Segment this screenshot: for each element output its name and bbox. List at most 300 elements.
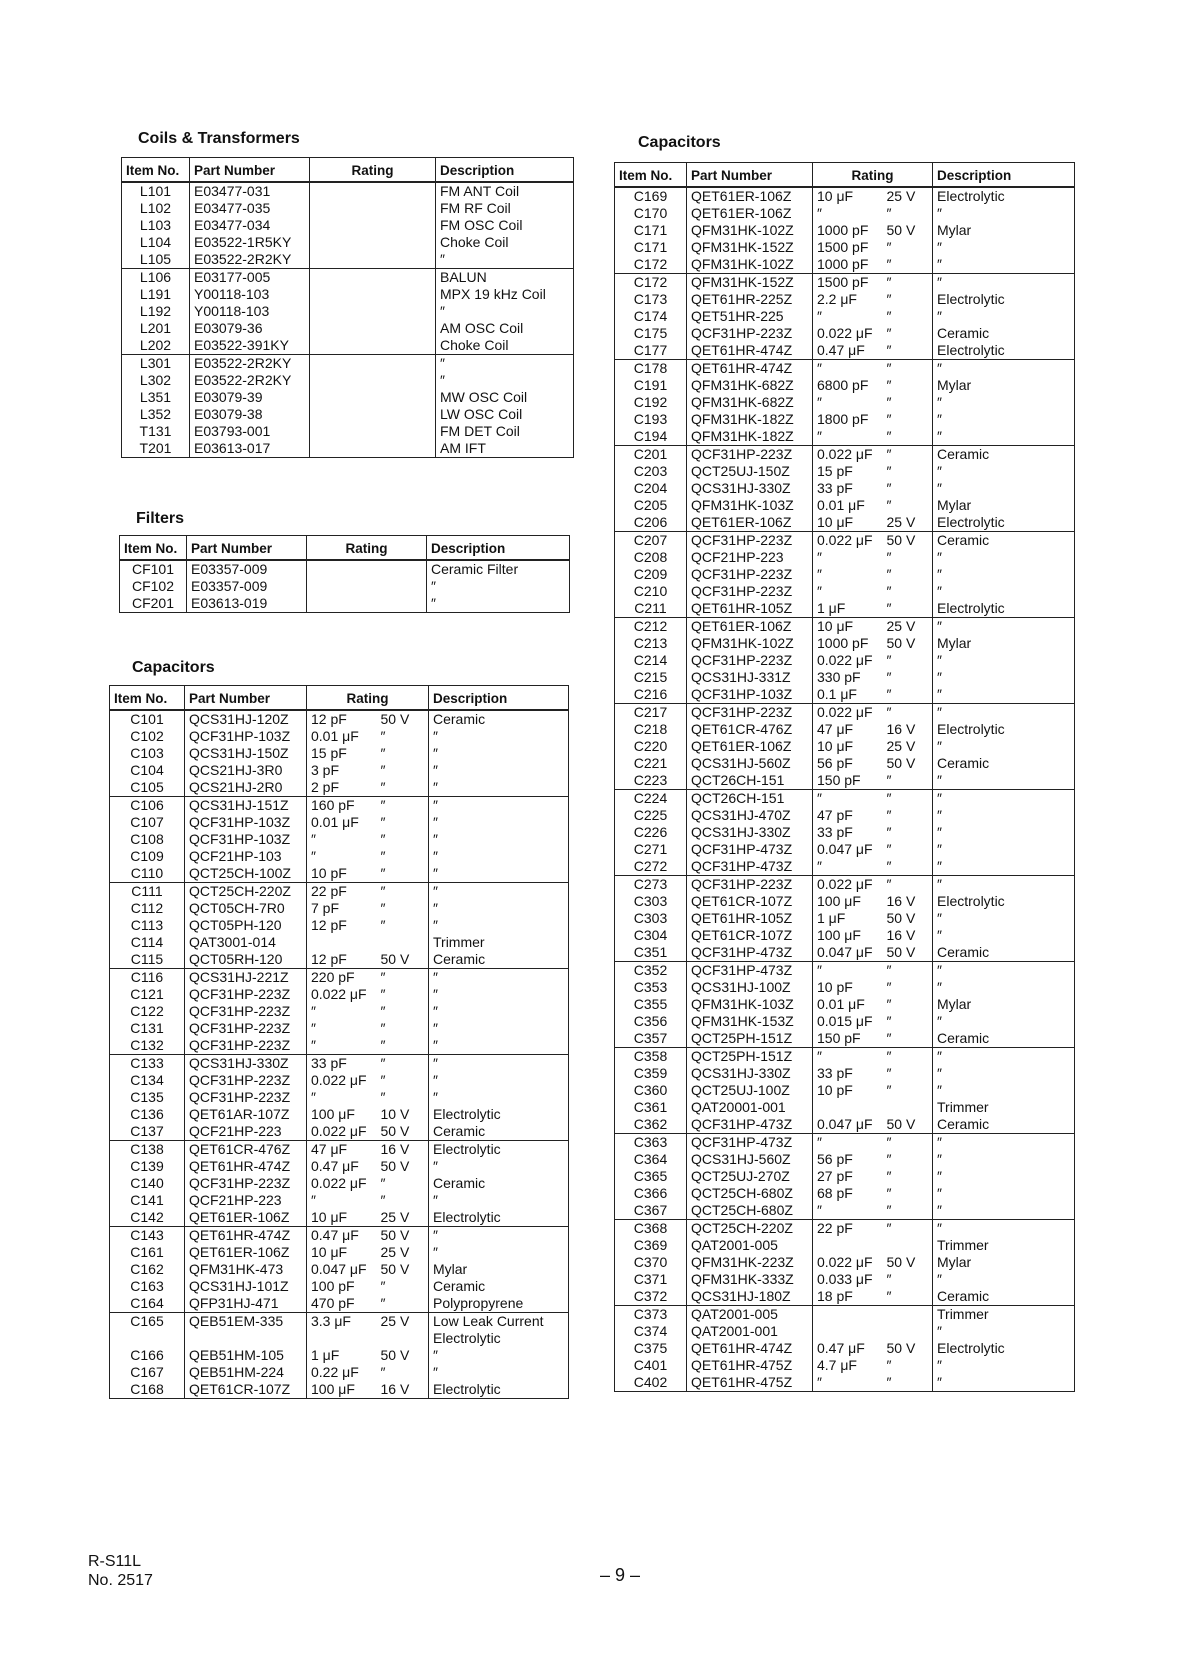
description: ″ <box>429 831 569 848</box>
rating-voltage: ″ <box>377 1175 429 1192</box>
part-number: QCF31HP-223Z <box>185 1089 307 1106</box>
description: ″ <box>429 1055 569 1073</box>
description: Ceramic <box>933 755 1075 772</box>
rating-value <box>310 234 386 251</box>
rating-voltage <box>386 269 436 287</box>
part-number: QET61CR-107Z <box>687 927 813 944</box>
description: ″ <box>429 728 569 745</box>
rating-value: 68 pF <box>813 1185 883 1202</box>
item-no: C191 <box>615 377 687 394</box>
description: ″ <box>933 583 1075 600</box>
rating-value: 10 pF <box>813 1082 883 1099</box>
capacitors-right-table <box>614 162 1075 1392</box>
rating-value <box>813 1237 883 1254</box>
rating-value <box>307 560 379 578</box>
rating-value: 0.022 μF <box>813 532 883 550</box>
item-no: C356 <box>615 1013 687 1030</box>
table-row <box>615 704 1075 722</box>
table-row <box>110 797 569 815</box>
rating-voltage: ″ <box>883 1030 933 1048</box>
table-row <box>110 728 569 745</box>
rating-voltage <box>883 1237 933 1254</box>
rating-value <box>310 217 386 234</box>
table-row <box>615 944 1075 962</box>
rating-value: ″ <box>813 394 883 411</box>
table-row <box>122 372 574 389</box>
item-no: C167 <box>110 1364 185 1381</box>
page-number: – 9 – <box>600 1565 641 1585</box>
description: ″ <box>429 1227 569 1245</box>
header-part: Part Number <box>185 686 307 711</box>
rating-voltage: 50 V <box>377 1261 429 1278</box>
table-row <box>615 1048 1075 1066</box>
table-row <box>120 595 570 613</box>
rating-voltage: ″ <box>883 274 933 292</box>
description: ″ <box>933 1134 1075 1152</box>
part-number: QET61HR-105Z <box>687 600 813 618</box>
part-number: E03177-005 <box>190 269 310 287</box>
rating-voltage: ″ <box>377 969 429 987</box>
rating-value: ″ <box>307 831 377 848</box>
item-no: C366 <box>615 1185 687 1202</box>
table-row <box>615 446 1075 464</box>
rating-value: 0.022 μF <box>307 1175 377 1192</box>
table-row <box>120 578 570 595</box>
description: ″ <box>933 979 1075 996</box>
header-desc: Description <box>427 536 570 561</box>
rating-voltage: ″ <box>377 917 429 934</box>
part-number: QCT26CH-151 <box>687 772 813 790</box>
description: ″ <box>429 1089 569 1106</box>
rating-value: 1 μF <box>307 1347 377 1364</box>
item-no: C174 <box>615 308 687 325</box>
item-no: C304 <box>615 927 687 944</box>
part-number: QAT2001-005 <box>687 1306 813 1324</box>
rating-value: 10 μF <box>813 187 883 205</box>
table-row <box>615 618 1075 636</box>
description: FM DET Coil <box>436 423 574 440</box>
description: Electrolytic <box>933 600 1075 618</box>
description: ″ <box>933 962 1075 980</box>
table-row <box>110 917 569 934</box>
description: ″ <box>933 807 1075 824</box>
table-row <box>615 342 1075 360</box>
item-no: C138 <box>110 1141 185 1159</box>
table-row <box>122 286 574 303</box>
item-no: C217 <box>615 704 687 722</box>
item-no: C373 <box>615 1306 687 1324</box>
part-number: E03522-2R2KY <box>190 251 310 269</box>
part-number: QET61HR-474Z <box>185 1158 307 1175</box>
rating-value <box>310 440 386 458</box>
table-row <box>615 1288 1075 1306</box>
table-row <box>110 1020 569 1037</box>
part-number: E03477-035 <box>190 200 310 217</box>
rating-voltage: ″ <box>377 745 429 762</box>
part-number: QCT25PH-151Z <box>687 1048 813 1066</box>
description: ″ <box>933 394 1075 411</box>
description: ″ <box>933 566 1075 583</box>
item-no: C205 <box>615 497 687 514</box>
rating-value: 1500 pF <box>813 239 883 256</box>
description: ″ <box>933 463 1075 480</box>
part-number: QCT25CH-100Z <box>185 865 307 883</box>
item-no: CF101 <box>120 560 187 578</box>
rating-voltage: ″ <box>883 1013 933 1030</box>
rating-value <box>307 578 379 595</box>
part-number: E03357-009 <box>187 578 307 595</box>
header-part: Part Number <box>190 158 310 183</box>
rating-value: 12 pF <box>307 917 377 934</box>
part-number: QCS31HJ-331Z <box>687 669 813 686</box>
rating-voltage: 50 V <box>377 1123 429 1141</box>
description: ″ <box>436 372 574 389</box>
table-row <box>110 1003 569 1020</box>
part-number: QET61HR-474Z <box>185 1227 307 1245</box>
description: ″ <box>429 917 569 934</box>
item-no: C172 <box>615 274 687 292</box>
rating-value <box>310 286 386 303</box>
rating-voltage: ″ <box>883 463 933 480</box>
item-no: L103 <box>122 217 190 234</box>
description: ″ <box>933 824 1075 841</box>
item-no: C102 <box>110 728 185 745</box>
item-no: C215 <box>615 669 687 686</box>
rating-voltage: 25 V <box>377 1244 429 1261</box>
table-row <box>122 303 574 320</box>
rating-voltage: 50 V <box>883 755 933 772</box>
description: Ceramic <box>933 1030 1075 1048</box>
rating-voltage: ″ <box>883 377 933 394</box>
description: ″ <box>429 969 569 987</box>
table-row <box>615 497 1075 514</box>
part-number: QET61ER-106Z <box>185 1244 307 1261</box>
item-no: C134 <box>110 1072 185 1089</box>
item-no: C273 <box>615 876 687 894</box>
part-number: QCF31HP-223Z <box>185 1037 307 1055</box>
rating-value: 10 μF <box>813 738 883 755</box>
rating-voltage: ″ <box>883 325 933 342</box>
table-row <box>615 1306 1075 1324</box>
rating-voltage <box>379 595 427 613</box>
table-row <box>615 1013 1075 1030</box>
description: ″ <box>933 274 1075 292</box>
description: ″ <box>429 1020 569 1037</box>
rating-value: 15 pF <box>307 745 377 762</box>
item-no: C206 <box>615 514 687 532</box>
part-number: Y00118-103 <box>190 286 310 303</box>
table-row <box>110 1055 569 1073</box>
part-number: QCT25CH-680Z <box>687 1185 813 1202</box>
part-number: QEB51EM-335 <box>185 1313 307 1348</box>
table-row <box>110 1175 569 1192</box>
table-row <box>122 251 574 269</box>
rating-value: 3 pF <box>307 762 377 779</box>
description: Low Leak Current Electrolytic <box>429 1313 569 1348</box>
rating-value <box>310 320 386 337</box>
part-number: QCS31HJ-330Z <box>185 1055 307 1073</box>
rating-value: ″ <box>307 1037 377 1055</box>
description: ″ <box>933 239 1075 256</box>
part-number: QCS31HJ-180Z <box>687 1288 813 1306</box>
item-no: C135 <box>110 1089 185 1106</box>
description: FM ANT Coil <box>436 182 574 200</box>
item-no: C368 <box>615 1220 687 1238</box>
rating-voltage: ″ <box>883 446 933 464</box>
part-number: QET61HR-105Z <box>687 910 813 927</box>
item-no: C369 <box>615 1237 687 1254</box>
rating-voltage: ″ <box>883 1168 933 1185</box>
rating-value: ″ <box>813 360 883 378</box>
item-no: C107 <box>110 814 185 831</box>
description: ″ <box>429 814 569 831</box>
rating-value <box>307 934 377 951</box>
item-no: C221 <box>615 755 687 772</box>
rating-value: ″ <box>813 1202 883 1220</box>
rating-value: ″ <box>813 308 883 325</box>
rating-voltage <box>883 1323 933 1340</box>
description: Mylar <box>933 1254 1075 1271</box>
rating-value: 0.047 μF <box>813 944 883 962</box>
rating-voltage <box>379 560 427 578</box>
rating-value: 1800 pF <box>813 411 883 428</box>
description: LW OSC Coil <box>436 406 574 423</box>
description: ″ <box>429 1072 569 1089</box>
part-number: QCS31HJ-221Z <box>185 969 307 987</box>
part-number: QCT05PH-120 <box>185 917 307 934</box>
rating-voltage: ″ <box>883 566 933 583</box>
rating-voltage: ″ <box>377 797 429 815</box>
part-number: QCT25CH-220Z <box>687 1220 813 1238</box>
rating-voltage: 10 V <box>377 1106 429 1123</box>
part-number: QCT05RH-120 <box>185 951 307 969</box>
description: Choke Coil <box>436 234 574 251</box>
rating-value: 10 μF <box>813 618 883 636</box>
description: ″ <box>933 1357 1075 1374</box>
item-no: C172 <box>615 256 687 274</box>
rating-voltage: ″ <box>377 1037 429 1055</box>
description: Mylar <box>933 222 1075 239</box>
rating-voltage: ″ <box>377 986 429 1003</box>
part-number: QET61HR-475Z <box>687 1357 813 1374</box>
rating-value: 0.022 μF <box>813 652 883 669</box>
item-no: C171 <box>615 239 687 256</box>
table-row <box>615 979 1075 996</box>
table-row <box>122 182 574 200</box>
header-item: Item No. <box>615 163 687 188</box>
rating-voltage: ″ <box>883 1288 933 1306</box>
rating-voltage: ″ <box>883 1065 933 1082</box>
part-number: QFM31HK-223Z <box>687 1254 813 1271</box>
rating-value: 0.022 μF <box>307 1072 377 1089</box>
rating-voltage: ″ <box>883 979 933 996</box>
part-number: QCT05CH-7R0 <box>185 900 307 917</box>
item-no: C170 <box>615 205 687 222</box>
item-no: C223 <box>615 772 687 790</box>
description: Mylar <box>933 635 1075 652</box>
table-row <box>110 1244 569 1261</box>
part-number: QFM31HK-152Z <box>687 274 813 292</box>
description: ″ <box>436 251 574 269</box>
item-no: C303 <box>615 910 687 927</box>
rating-value: 10 pF <box>813 979 883 996</box>
item-no: L352 <box>122 406 190 423</box>
rating-value <box>813 1306 883 1324</box>
table-row <box>110 1313 569 1348</box>
part-number: E03522-2R2KY <box>190 372 310 389</box>
part-number: E03079-36 <box>190 320 310 337</box>
header-item: Item No. <box>122 158 190 183</box>
rating-voltage: ″ <box>883 497 933 514</box>
rating-value: 0.22 μF <box>307 1364 377 1381</box>
description: ″ <box>933 652 1075 669</box>
rating-value: 12 pF <box>307 951 377 969</box>
item-no: C224 <box>615 790 687 808</box>
header-rating: Rating <box>307 536 427 561</box>
rating-value: 0.01 μF <box>307 814 377 831</box>
part-number: QCF31HP-223Z <box>687 532 813 550</box>
description: ″ <box>933 738 1075 755</box>
table-row <box>110 969 569 987</box>
rating-value: ″ <box>813 205 883 222</box>
rating-value: 33 pF <box>813 1065 883 1082</box>
rating-voltage: ″ <box>883 841 933 858</box>
item-no: C169 <box>615 187 687 205</box>
part-number: QCF31HP-473Z <box>687 962 813 980</box>
rating-voltage: ″ <box>883 600 933 618</box>
item-no: C351 <box>615 944 687 962</box>
footer-model <box>88 1552 153 1590</box>
table-row <box>615 1202 1075 1220</box>
rating-value: 1000 pF <box>813 222 883 239</box>
table-row <box>110 951 569 969</box>
rating-voltage <box>386 200 436 217</box>
table-row <box>615 1099 1075 1116</box>
description: Ceramic <box>429 1123 569 1141</box>
item-no: C114 <box>110 934 185 951</box>
rating-value: 22 pF <box>307 883 377 901</box>
part-number: QEB51HM-105 <box>185 1347 307 1364</box>
part-number: QET61ER-106Z <box>687 187 813 205</box>
rating-voltage: 25 V <box>883 187 933 205</box>
item-no: C365 <box>615 1168 687 1185</box>
rating-value: 100 μF <box>307 1381 377 1399</box>
part-number: QFM31HK-152Z <box>687 239 813 256</box>
rating-value: 0.047 μF <box>813 841 883 858</box>
description: ″ <box>429 745 569 762</box>
table-row <box>615 927 1075 944</box>
item-no: C271 <box>615 841 687 858</box>
header-item: Item No. <box>120 536 187 561</box>
part-number: QFM31HK-103Z <box>687 497 813 514</box>
part-number: QET61HR-474Z <box>687 342 813 360</box>
rating-voltage: 16 V <box>883 927 933 944</box>
rating-value: 47 pF <box>813 807 883 824</box>
part-number: QCS31HJ-330Z <box>687 824 813 841</box>
table-row <box>615 514 1075 532</box>
part-number: QCF31HP-473Z <box>687 944 813 962</box>
rating-value <box>813 1323 883 1340</box>
description: Electrolytic <box>429 1106 569 1123</box>
item-no: C132 <box>110 1037 185 1055</box>
item-no: L105 <box>122 251 190 269</box>
rating-voltage: ″ <box>883 1202 933 1220</box>
item-no: C358 <box>615 1048 687 1066</box>
description: MW OSC Coil <box>436 389 574 406</box>
rating-value: 2 pF <box>307 779 377 797</box>
rating-voltage: 25 V <box>377 1313 429 1348</box>
part-number: E03522-1R5KY <box>190 234 310 251</box>
table-row <box>110 710 569 728</box>
rating-value: 100 μF <box>813 927 883 944</box>
item-no: C116 <box>110 969 185 987</box>
table-row <box>615 463 1075 480</box>
rating-value: 2.2 μF <box>813 291 883 308</box>
table-row <box>110 779 569 797</box>
rating-value: 15 pF <box>813 463 883 480</box>
rating-voltage: ″ <box>883 1271 933 1288</box>
part-number: E03079-39 <box>190 389 310 406</box>
item-no: C110 <box>110 865 185 883</box>
description: ″ <box>933 876 1075 894</box>
rating-voltage <box>386 217 436 234</box>
part-number: QET61HR-474Z <box>687 360 813 378</box>
rating-value: 10 μF <box>307 1244 377 1261</box>
rating-voltage <box>386 355 436 373</box>
description: ″ <box>933 686 1075 704</box>
item-no: C105 <box>110 779 185 797</box>
rating-voltage: ″ <box>377 900 429 917</box>
rating-value <box>813 1099 883 1116</box>
description: BALUN <box>436 269 574 287</box>
description: Electrolytic <box>933 187 1075 205</box>
table-row <box>110 1123 569 1141</box>
table-row <box>615 635 1075 652</box>
table-row <box>615 1082 1075 1099</box>
description: Trimmer <box>429 934 569 951</box>
table-row <box>615 274 1075 292</box>
rating-voltage: 50 V <box>883 1254 933 1271</box>
table-row <box>615 1254 1075 1271</box>
table-row <box>110 1089 569 1106</box>
description: ″ <box>429 1192 569 1209</box>
item-no: C164 <box>110 1295 185 1313</box>
table-row <box>615 205 1075 222</box>
item-no: C168 <box>110 1381 185 1399</box>
item-no: C142 <box>110 1209 185 1227</box>
part-number: QCF31HP-223Z <box>185 1020 307 1037</box>
item-no: C141 <box>110 1192 185 1209</box>
rating-value: 47 μF <box>813 721 883 738</box>
part-number: QCT25CH-680Z <box>687 1202 813 1220</box>
part-number: QAT20001-001 <box>687 1099 813 1116</box>
part-number: QCT25PH-151Z <box>687 1030 813 1048</box>
table-row <box>615 239 1075 256</box>
rating-voltage <box>386 303 436 320</box>
description: ″ <box>427 595 570 613</box>
filters-table <box>119 535 570 613</box>
part-number: QET61ER-106Z <box>687 514 813 532</box>
rating-voltage: ″ <box>377 831 429 848</box>
capacitors-right-title: Capacitors <box>638 134 721 151</box>
rating-voltage: ″ <box>377 1295 429 1313</box>
rating-voltage <box>386 440 436 458</box>
table-row <box>110 1106 569 1123</box>
rating-value <box>310 303 386 320</box>
part-number: QFM31HK-102Z <box>687 222 813 239</box>
item-no: C103 <box>110 745 185 762</box>
part-number: E03613-017 <box>190 440 310 458</box>
